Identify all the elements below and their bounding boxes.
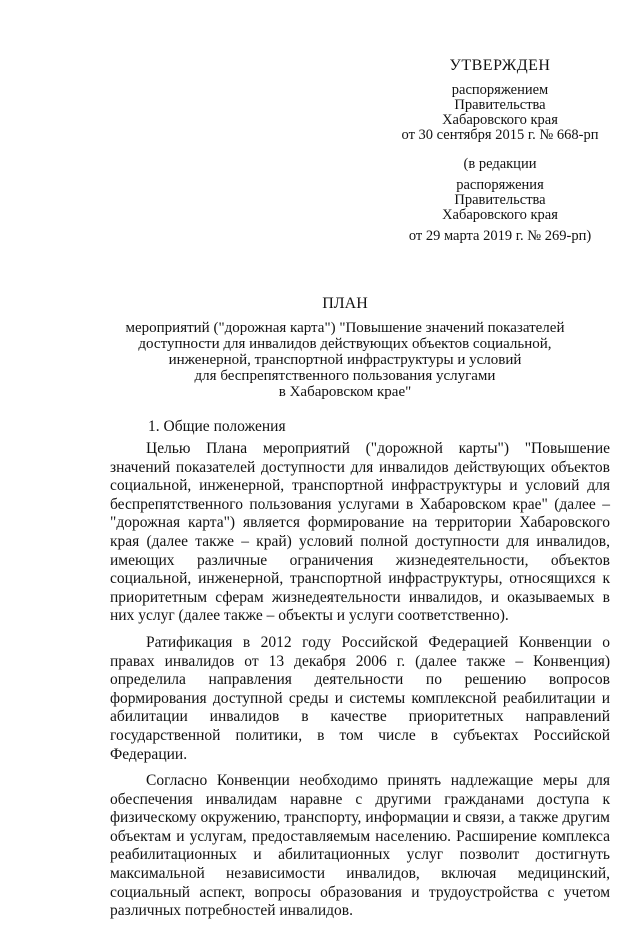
approval-date-line: от 30 сентября 2015 г. № 668-рп xyxy=(401,127,599,143)
plan-subtitle-line: инженерной, транспортной инфраструктуры и условий xyxy=(168,352,522,368)
revision-line: (в редакции xyxy=(463,156,537,172)
plan-subtitle-line: для беспрепятственного пользования услугами xyxy=(194,368,496,384)
paragraph: Ратификация в 2012 году Российской Федерацией Конвенции о правах инвалидов от 13 декабря 2006 г. (далее также – Конвенция) определила направления деятельности по решению вопросов формирования доступной среды и системы комплексной реабилитации и абилитации инвалидов в качестве приоритетных направлений государственной политики, в том числе в субъектах Российской Федерации. xyxy=(110,633,610,763)
approval-line: распоряжением xyxy=(451,82,549,98)
paragraph: Целью Плана мероприятий ("дорожной карты") "Повышение значений показателей доступности для инвалидов действующих объектов социальной, инженерной, транспортной инфраструктуры и условий для беспрепятственного пользования услугами в Хабаровском крае" (далее – "дорожная карта") является формирование на территории Хабаровского края (далее также – край) условий полной доступности для инвалидов, имеющих различные ограничения жизнедеятельности, объектов социальной, инженерной, транспортной инфраструктуры, относящихся к приоритетным сферам жизнедеятельности инвалидов, и оказываемых в них услуг (далее также – объекты и услуги соответственно). xyxy=(110,440,610,625)
revision-line: Хабаровского края xyxy=(442,207,558,223)
approval-line: Правительства xyxy=(454,97,546,113)
paragraph: Согласно Конвенции необходимо принять надлежащие меры для обеспечения инвалидам наравне с другими гражданами доступа к физическому окружению, транспорту, информации и связи, а также другим объектам и услугам, предоставляемым населению. Расширение комплекса реабилитационных и абилитационных услуг позволит достигнуть максимальной независимости инвалидов, включая медицинский, социальный аспект, вопросы образования и трудоустройства с учетом различных потребностей инвалидов. xyxy=(110,772,610,920)
plan-subtitle-line: доступности для инвалидов действующих объектов социальной, xyxy=(138,336,552,352)
approval-heading: УТВЕРЖДЕН xyxy=(449,57,551,74)
revision-date-line: от 29 марта 2019 г. № 269-рп) xyxy=(408,228,592,244)
body-text xyxy=(110,440,610,929)
approval-block xyxy=(380,58,620,244)
plan-subtitle-line: мероприятий ("дорожная карта") "Повышение значений показателей xyxy=(125,320,565,336)
approval-line: Хабаровского края xyxy=(442,112,558,128)
revision-line: распоряжения xyxy=(456,177,544,193)
plan-heading: ПЛАН xyxy=(322,295,368,312)
revision-line: Правительства xyxy=(454,192,546,208)
plan-subtitle-line: в Хабаровском крае" xyxy=(278,384,412,400)
section-title: 1. Общие положения xyxy=(148,418,286,435)
plan-title-block xyxy=(100,296,590,400)
